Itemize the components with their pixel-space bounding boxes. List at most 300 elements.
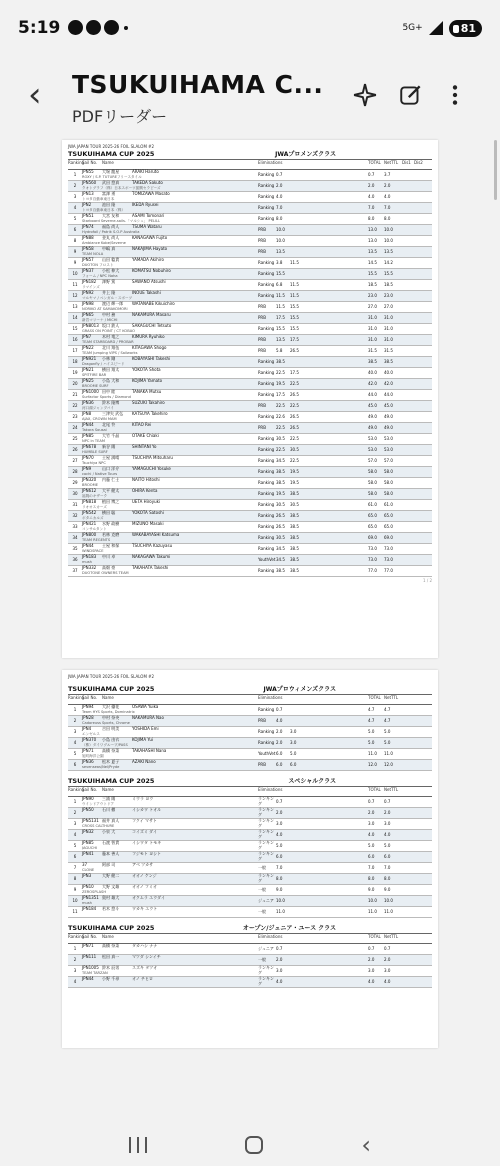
sailor-name: 小松 伸大	[102, 268, 120, 273]
race-2: 11.5	[290, 281, 299, 287]
race-1: 6.0	[276, 761, 283, 767]
race-1: 2.0	[276, 728, 283, 734]
sailor-name-en: KOMATSU Nobuhiro	[132, 268, 171, 273]
net-total: 40.0	[384, 369, 393, 375]
sailor-name-en: KANAGAWA Fujito	[132, 235, 168, 240]
race-1: 4.0	[276, 717, 283, 723]
sailor-name-en: KITAO Rei	[132, 422, 152, 427]
sail-no: JPN421	[82, 521, 97, 526]
rank: 1	[73, 798, 77, 804]
rank: 13	[72, 303, 78, 309]
table-row	[68, 192, 432, 203]
class-title: スペシャルクラス	[288, 778, 336, 785]
total: 3.0	[368, 820, 375, 826]
sail-no: JPN36	[82, 400, 94, 405]
team: mush	[82, 559, 92, 564]
team: TEAM REGENTS	[82, 537, 111, 542]
total: 58.0	[368, 468, 377, 474]
sailor-name: 大宮 友和	[102, 213, 120, 218]
sailor-name-en: アベ ツカサ	[132, 862, 154, 867]
race-1: 30.5	[276, 534, 285, 540]
net-total: 58.0	[384, 479, 393, 485]
category: Ranking	[258, 358, 275, 364]
rank: 26	[72, 446, 78, 452]
navigation-bar	[0, 1124, 500, 1166]
team: リマインズ	[82, 284, 100, 289]
total: 15.5	[368, 270, 377, 276]
sailor-name: 大竹 千晶	[102, 433, 120, 438]
sailor-name: 吉田 明美	[102, 726, 120, 731]
sailor-name: 高橋 奈菜	[102, 943, 120, 948]
rank: 2	[73, 717, 77, 723]
team: TEAM Jumping VIPS / Sailworks	[82, 350, 138, 355]
race-1: 11.5	[276, 303, 285, 309]
race-2: 3.0	[290, 728, 297, 734]
category: Ranking	[258, 468, 275, 474]
total: 13.0	[368, 237, 377, 243]
rank: 5	[73, 842, 77, 848]
net-total: 10.0	[384, 897, 393, 903]
team: （株）ダイワグループ/PASS	[82, 742, 128, 747]
category: PRB	[258, 761, 266, 767]
sailor-name: 大野 文雄	[102, 884, 120, 889]
sail-no: JPN50	[82, 807, 94, 812]
sailor-name-en: WAKABAYASHI Katsuma	[132, 532, 180, 537]
rank: 11	[72, 281, 78, 287]
total: 65.0	[368, 512, 377, 518]
sailor-name: 澤野 篤	[102, 279, 116, 284]
table-row	[68, 489, 432, 500]
sailor-name-en: TANAKA Mutsu	[132, 389, 162, 394]
sail-no: JPN183	[82, 554, 97, 559]
sail-no: JPN8013	[82, 323, 99, 328]
total: 14.5	[368, 259, 377, 265]
race-1: 7.0	[276, 864, 283, 870]
sailor-name: 大野 健二	[102, 873, 120, 878]
race-2: 30.5	[290, 501, 299, 507]
category: PRB	[258, 347, 266, 353]
sailor-name-en: ミウラ ヨウ	[132, 796, 154, 801]
net-total: 58.0	[384, 468, 393, 474]
category: Ranking	[258, 523, 275, 529]
net-total: 77.0	[384, 567, 393, 573]
team: WINDSPACE	[82, 548, 104, 553]
team: Dragonfly / ハイスピード	[82, 361, 125, 366]
race-1: 15.5	[276, 270, 285, 276]
rank: 12	[72, 292, 78, 298]
race-2: 30.5	[290, 446, 299, 452]
category: Ranking	[258, 567, 275, 573]
table-row	[68, 797, 432, 808]
sail-no: JPN612	[82, 488, 97, 493]
race-1: 22.5	[276, 402, 285, 408]
sailor-name-en: WATANABE Kikuichiro	[132, 301, 175, 306]
net-total: 38.5	[384, 358, 393, 364]
sail-no: JPN55	[82, 169, 94, 174]
sailor-name-en: YOKOTA Satoshi	[132, 510, 164, 515]
sail-no: JPN58	[82, 246, 94, 251]
sailor-name: 大平 健太	[102, 488, 120, 493]
section-header	[68, 684, 432, 693]
section-header	[68, 923, 432, 932]
total: 77.0	[368, 567, 377, 573]
sail-no: JPN94	[82, 704, 94, 709]
total: 23.0	[368, 292, 377, 298]
team: リオオスカーズ	[82, 504, 107, 509]
category: Ranking	[258, 479, 275, 485]
total: 4.0	[368, 978, 375, 984]
rank: 23	[72, 413, 78, 419]
category: YouthVet	[258, 556, 276, 562]
race-1: 8.0	[276, 215, 283, 221]
rank: 32	[72, 512, 78, 518]
rank: 11	[72, 908, 78, 914]
sailor-name-en: SAWANO Atsushi	[132, 279, 166, 284]
net-total: 53.0	[384, 435, 393, 441]
sailor-name-en: SAKAGUCHI Tetsuto	[132, 323, 172, 328]
sailor-name: 内藤 仁士	[102, 477, 120, 482]
sailor-name-en: イシワタ トモキ	[132, 840, 162, 845]
race-1: 19.5	[276, 490, 285, 496]
sail-no: JPN184	[82, 906, 97, 911]
net-total: 9.0	[384, 886, 391, 892]
net-total: 7.0	[384, 864, 391, 870]
race-1: 38.5	[276, 358, 285, 364]
team: CLONE	[82, 867, 95, 872]
race-2: 22.5	[290, 380, 299, 386]
facebook-icon	[86, 20, 101, 35]
race-2: 26.5	[290, 424, 299, 430]
net-total: 0.7	[384, 945, 391, 951]
sailor-name: 若木 悠斗	[102, 906, 120, 911]
rank: 2	[73, 182, 77, 188]
category: PRB	[258, 226, 266, 232]
sail-no: JPN98	[82, 301, 94, 306]
rank: 17	[72, 347, 78, 353]
team: mush	[82, 900, 92, 905]
category: ジュニア	[258, 945, 274, 951]
sailor-name: 土屋 和保	[102, 543, 120, 548]
category: Ranking	[258, 457, 275, 463]
sailor-name-en: フクイ マサト	[132, 818, 157, 823]
table-header: Ranking Sail No. Name Eliminations TOTAL NetTTL	[68, 694, 432, 705]
sail-no: JPN542	[82, 510, 97, 515]
total: 45.0	[368, 402, 377, 408]
sailor-name-en: オオノ フミオ	[132, 884, 157, 889]
sailor-name: 鈴木 辰男	[102, 965, 120, 970]
sail-no: JPN21	[82, 367, 94, 372]
category: Ranking	[258, 534, 275, 540]
sail-no: JPN2	[82, 202, 92, 207]
sailor-name: 中川 卓	[102, 554, 116, 559]
net-total: 3.0	[384, 820, 391, 826]
total: 5.0	[368, 842, 375, 848]
total: 65.0	[368, 523, 377, 529]
team: TEAM STARBOARD / PROBAR	[82, 339, 134, 344]
category: Ranking	[258, 501, 275, 507]
table-row	[68, 214, 432, 225]
category: Ranking	[258, 215, 275, 221]
sailor-name: 福島 尚人	[102, 224, 120, 229]
sail-no: JPN88	[82, 235, 94, 240]
team: トヨタ自動車東日本	[82, 196, 115, 201]
table-row	[68, 544, 432, 555]
race-1: 5.0	[276, 842, 283, 848]
net-total: 10.0	[384, 237, 393, 243]
category: Ranking	[258, 204, 275, 210]
total: 8.0	[368, 875, 375, 881]
race-1: 6.8	[276, 281, 283, 287]
total: 49.0	[368, 413, 377, 419]
recent-apps-button[interactable]	[129, 1137, 147, 1153]
team: Tsuchiya NPC	[82, 460, 106, 465]
category: Ranking	[258, 706, 275, 712]
race-1: 10.0	[276, 897, 285, 903]
more-options-icon[interactable]	[442, 82, 468, 108]
team: NPC in TEAM	[82, 438, 105, 443]
sailor-name: 大沢 優花	[102, 704, 120, 709]
total: 31.0	[368, 325, 377, 331]
total: 4.7	[368, 717, 375, 723]
net-total: 31.0	[384, 314, 393, 320]
pdf-page-1[interactable]	[62, 140, 438, 658]
edit-icon[interactable]	[398, 82, 424, 108]
sailor-name-en: TSUCHIYA Mitsuharu	[132, 455, 173, 460]
category: Ranking	[258, 413, 275, 419]
total: 12.0	[368, 761, 377, 767]
race-1: 13.5	[276, 336, 285, 342]
table-row	[68, 907, 432, 918]
more-notifications-icon	[124, 26, 128, 30]
table-row	[68, 302, 432, 313]
sailor-name: 小野 千尋	[102, 976, 120, 981]
race-2: 11.5	[290, 259, 299, 265]
table-header: Ranking Sail No. Name Eliminations TOTAL NetTTL	[68, 933, 432, 944]
sailor-name: 植田 博之	[102, 499, 120, 504]
category: ランキング	[258, 796, 274, 806]
category: 一般	[258, 956, 266, 962]
home-button[interactable]	[245, 1136, 263, 1154]
race-1: 17.5	[276, 391, 285, 397]
table-row	[68, 863, 432, 874]
sailor-name-en: YAMAGUCHI Yosuke	[132, 466, 171, 471]
sailor-name: 石川 徹	[102, 807, 116, 812]
total: 69.0	[368, 534, 377, 540]
category: 一般	[258, 886, 266, 892]
sail-no: JPN332	[82, 565, 97, 570]
net-total: 14.2	[384, 259, 393, 265]
rank: 10	[72, 897, 78, 903]
table-row	[68, 738, 432, 749]
category: Ranking	[258, 325, 275, 331]
sailor-name: 北尾 怜	[102, 422, 116, 427]
total: 9.0	[368, 886, 375, 892]
sail-no: JPN25	[82, 378, 94, 383]
net-total: 11.0	[384, 750, 393, 756]
race-1: 11.0	[276, 908, 285, 914]
sailor-name-en: コイズミ ダイ	[132, 829, 158, 834]
category: PRB	[258, 717, 266, 723]
team: ウインドアウトドア	[82, 801, 115, 806]
table-header: Ranking Sail No. Name Eliminations TOTAL NetTTL Dis1 Dis2	[68, 159, 432, 170]
table-row	[68, 808, 432, 819]
race-1: 26.5	[276, 512, 285, 518]
category: Ranking	[258, 728, 275, 734]
team: 河口湖ジャンプバイ	[82, 405, 114, 410]
net-total: 2.0	[384, 182, 391, 188]
table-row	[68, 280, 432, 291]
race-1: 38.5	[276, 468, 285, 474]
sailor-name-en: NAKAJIMA Hayato	[132, 246, 168, 251]
sailor-name-en: TSUCHIYA Kazuyasu	[132, 543, 173, 548]
sailor-name-en: NAKAGAWA Takumi	[132, 554, 171, 559]
rank: 6	[73, 226, 77, 232]
category: ランキング	[258, 829, 274, 839]
table-row	[68, 555, 432, 566]
sailor-name-en: NAKAMURA Nao	[132, 715, 164, 720]
category: Ranking	[258, 270, 275, 276]
table-row	[68, 896, 432, 907]
net-total: 4.7	[384, 706, 391, 712]
sailor-name: 松木 夏子	[102, 759, 120, 764]
sail-no: JPN1351	[82, 895, 99, 900]
race-2: 11.5	[290, 292, 299, 298]
sparkle-icon[interactable]	[352, 82, 378, 108]
table-row	[68, 335, 432, 346]
race-1: 4.0	[276, 978, 283, 984]
sailor-name: 小島 由衣	[102, 737, 120, 742]
section-header	[68, 776, 432, 785]
back-arrow-icon[interactable]: ‹	[28, 75, 42, 115]
table-row	[68, 203, 432, 214]
team: SPITFIRE BAR	[82, 372, 107, 377]
table-row	[68, 955, 432, 966]
sailor-name: 中村 奈央	[102, 715, 120, 720]
table-row	[68, 313, 432, 324]
team: BROOME	[82, 482, 98, 487]
category: PRB	[258, 303, 266, 309]
category: YouthVet	[258, 750, 276, 756]
team: Takara Sousai	[82, 427, 107, 432]
net-total: 4.0	[384, 978, 391, 984]
sailor-name-en: KOJIMA Yui	[132, 737, 154, 742]
race-1: 0.7	[276, 798, 283, 804]
sailor-name-en: SHINTANI Yo	[132, 444, 157, 449]
total: 11.0	[368, 908, 377, 914]
net-total: 6.0	[384, 853, 391, 859]
sailor-name: 新谷 陽	[102, 444, 116, 449]
net-total: 4.0	[384, 193, 391, 199]
rank: 8	[73, 237, 77, 243]
table-row	[68, 977, 432, 988]
net-total: 7.0	[384, 204, 391, 210]
sail-no: 37	[82, 862, 88, 867]
race-2: 38.5	[290, 545, 299, 551]
table-row	[68, 944, 432, 955]
sail-no: JPN1005	[82, 965, 99, 970]
signal-icon	[429, 21, 443, 35]
net-total: 10.0	[384, 226, 393, 232]
sailor-name-en: オノ チヒロ	[132, 976, 154, 981]
sail-no: JPN370	[82, 737, 97, 742]
race-1: 11.5	[276, 292, 285, 298]
net-total: 4.0	[384, 831, 391, 837]
net-total: 0.7	[384, 798, 391, 804]
class-title: JWAプロウィメンズクラス	[263, 686, 336, 693]
team: HUMBLE SURF	[82, 449, 108, 454]
total: 8.0	[368, 215, 375, 221]
rank: 8	[73, 875, 77, 881]
race-2: 22.5	[290, 402, 299, 408]
rank: 28	[72, 468, 78, 474]
team: TEAM NOLA	[82, 251, 104, 256]
sailor-name-en: SUZUKI Takahiro	[132, 400, 165, 405]
race-1: 19.5	[276, 380, 285, 386]
team: フォーム / NPC Naha	[82, 273, 118, 278]
app-subtitle: PDFリーダー	[72, 107, 168, 126]
category: Ranking	[258, 182, 275, 188]
sail-no: JPN560	[82, 180, 97, 185]
sailor-name-en: TAKEDA Sakuto	[132, 180, 163, 185]
total: 10.0	[368, 897, 377, 903]
rank: 1	[73, 171, 77, 177]
sail-no: JPN37	[82, 268, 94, 273]
sailor-name: 富澤 勇	[102, 191, 116, 196]
net-total: 8.0	[384, 215, 391, 221]
tour-meta: JWA JAPAN TOUR 2025-26 FOIL SLALOM #2	[68, 144, 155, 149]
team: Hydrofoil / Patrik S.O.P Australia	[82, 229, 140, 234]
sail-no: JPN4	[82, 726, 92, 731]
sail-no: JPN10	[82, 884, 94, 889]
race-1: 13.5	[276, 248, 285, 254]
table-row	[68, 819, 432, 830]
sailor-name-en: マツダ シンイチ	[132, 954, 161, 959]
net-total: 45.0	[384, 402, 393, 408]
sail-no: JPN3	[82, 873, 92, 878]
net-total: 69.0	[384, 534, 393, 540]
team: cochi / Native Tours	[82, 471, 118, 476]
page-number: 1 / 2	[423, 578, 432, 583]
document-title: TSUKUIHAMA C...	[72, 70, 324, 99]
team: Surfactor Sports / Diamond	[82, 394, 131, 399]
sailor-name: 奥村 雄大	[102, 895, 120, 900]
event-title: TSUKUIHAMA CUP 2025	[68, 150, 155, 158]
table-row	[68, 841, 432, 852]
scrollbar[interactable]	[494, 140, 497, 200]
sail-no: JPN9	[82, 466, 92, 471]
team: Ambiance Kobe/Severne	[82, 240, 126, 245]
race-1: 38.5	[276, 479, 285, 485]
sailor-name: 渡辺 輝一郎	[102, 301, 124, 306]
race-1: 3.0	[276, 967, 283, 973]
total: 2.0	[368, 956, 375, 962]
total: 27.0	[368, 303, 377, 309]
rank: 14	[72, 314, 78, 320]
back-button[interactable]: ‹	[361, 1131, 371, 1159]
sailor-name: 坂口 鉄人	[102, 323, 120, 328]
sailor-name: 高橋 奈菜	[102, 748, 120, 753]
total: 42.0	[368, 380, 377, 386]
race-1: 2.0	[276, 182, 283, 188]
race-2: 19.5	[290, 479, 299, 485]
sailor-name-en: YOSHIDA Emi	[132, 726, 159, 731]
sailor-name-en: TSUMA Wataru	[132, 224, 162, 229]
pdf-page-2[interactable]	[62, 670, 438, 1048]
net-total: 42.0	[384, 380, 393, 386]
race-2: 26.5	[290, 413, 299, 419]
team: JAGUCHI	[82, 845, 98, 850]
race-1: 3.0	[276, 820, 283, 826]
